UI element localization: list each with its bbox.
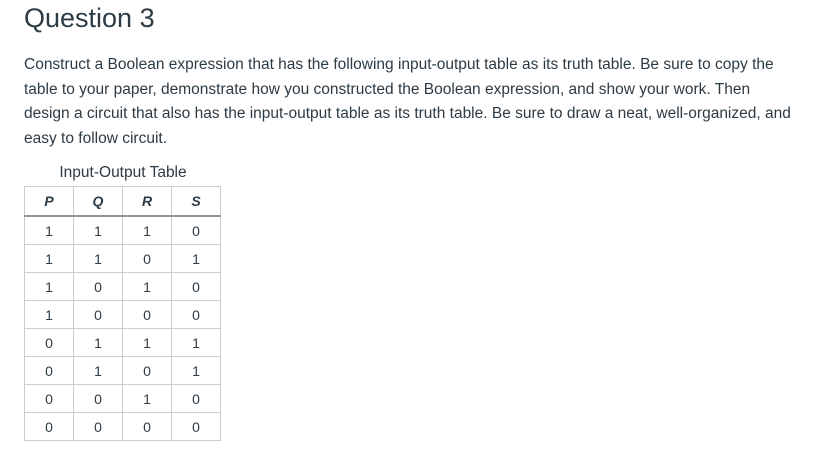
cell-s: 0 bbox=[172, 216, 221, 245]
cell-r: 0 bbox=[123, 301, 172, 329]
cell-s: 0 bbox=[172, 385, 221, 413]
table-row bbox=[25, 329, 221, 357]
cell-s: 0 bbox=[172, 301, 221, 329]
cell-q: 1 bbox=[74, 329, 123, 357]
cell-r: 1 bbox=[123, 273, 172, 301]
table-row bbox=[25, 273, 221, 301]
table-row bbox=[25, 357, 221, 385]
cell-q: 0 bbox=[74, 413, 123, 441]
question-prompt: Construct a Boolean expression that has the following input-output table as its truth table. Be sure to copy the table to your paper, demonstrate how you constructed the Boolean expression, and show your work. Then design a circuit that also has the input-output table as its truth table. Be sure to draw a neat, well-organized, and easy to follow circuit. bbox=[24, 56, 791, 147]
cell-p: 0 bbox=[25, 413, 74, 441]
cell-q: 0 bbox=[74, 273, 123, 301]
cell-s: 1 bbox=[172, 245, 221, 273]
cell-p: 1 bbox=[25, 273, 74, 301]
header-s: S bbox=[172, 187, 221, 217]
cell-q: 1 bbox=[74, 357, 123, 385]
cell-r: 0 bbox=[123, 357, 172, 385]
cell-r: 0 bbox=[123, 413, 172, 441]
table-row bbox=[25, 413, 221, 441]
cell-q: 0 bbox=[74, 301, 123, 329]
header-q: Q bbox=[74, 187, 123, 217]
cell-p: 0 bbox=[25, 385, 74, 413]
cell-s: 0 bbox=[172, 413, 221, 441]
cell-p: 0 bbox=[25, 329, 74, 357]
header-r: R bbox=[123, 187, 172, 217]
cell-s: 0 bbox=[172, 273, 221, 301]
cell-q: 1 bbox=[74, 216, 123, 245]
input-output-table bbox=[24, 186, 221, 441]
table-row bbox=[25, 301, 221, 329]
table-row bbox=[25, 216, 221, 245]
table-header-row bbox=[25, 187, 221, 217]
cell-p: 1 bbox=[25, 216, 74, 245]
cell-r: 1 bbox=[123, 385, 172, 413]
cell-s: 1 bbox=[172, 357, 221, 385]
cell-p: 0 bbox=[25, 357, 74, 385]
cell-q: 1 bbox=[74, 245, 123, 273]
cell-q: 0 bbox=[74, 385, 123, 413]
question-title: Question 3 bbox=[24, 3, 155, 33]
table-row bbox=[25, 385, 221, 413]
header-p: P bbox=[25, 187, 74, 217]
table-row bbox=[25, 245, 221, 273]
cell-r: 1 bbox=[123, 329, 172, 357]
cell-p: 1 bbox=[25, 245, 74, 273]
cell-s: 1 bbox=[172, 329, 221, 357]
cell-r: 1 bbox=[123, 216, 172, 245]
table-caption: Input-Output Table bbox=[59, 164, 187, 181]
cell-p: 1 bbox=[25, 301, 74, 329]
cell-r: 0 bbox=[123, 245, 172, 273]
